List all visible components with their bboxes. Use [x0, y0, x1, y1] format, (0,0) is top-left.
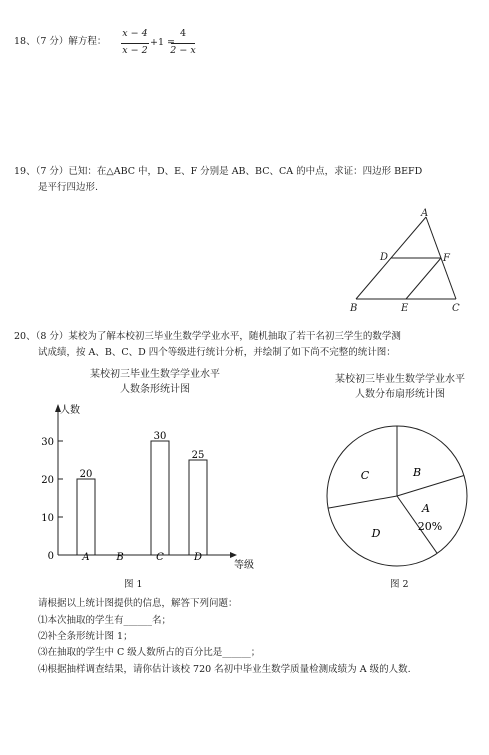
- x-tick-label-d: D: [193, 552, 203, 563]
- x-axis-label: 等级: [234, 560, 254, 571]
- q20-line1: 20、（8 分）某校为了解本校初三毕业生数学学业水平，随机抽取了若干名初三学生的数学测: [14, 331, 401, 342]
- bar-d: [189, 460, 207, 555]
- x-tick-label-c: C: [156, 552, 164, 563]
- x-tick-label-b: B: [116, 552, 124, 563]
- q18-plus-one: +1 =: [150, 37, 175, 48]
- y-tick-label: 0: [47, 551, 54, 562]
- bar-a: [77, 479, 95, 555]
- q20-sub4: ⑷根据抽样调查结果，请你估计该校 720 名初中毕业生数学质量检测成绩为 A 级的人数.: [38, 664, 411, 675]
- y-axis-label: 人数: [60, 405, 80, 416]
- pie-chart: [320, 420, 475, 575]
- pie-label-d: D: [371, 527, 381, 540]
- segment-fe: [406, 258, 441, 299]
- pie-value-a: 20%: [417, 520, 443, 533]
- data-label-d: 25: [191, 450, 205, 461]
- q18-frac2-denominator: 2 − x: [170, 45, 196, 56]
- q20-line2: 试成绩，按 A、B、C、D 四个等级进行统计分析，并绘制了如下尚不完整的统计图：: [38, 347, 396, 358]
- q20-prompt: 请根据以上统计图提供的信息，解答下列问题：: [38, 598, 238, 609]
- y-tick-label: 30: [41, 437, 54, 448]
- label-a: A: [421, 208, 429, 219]
- bar-c: [151, 441, 169, 555]
- pie-label-b: B: [412, 466, 422, 479]
- q18-frac2-numerator: 4: [179, 28, 187, 39]
- q20-sub2: ⑵补全条形统计图 1；: [38, 631, 133, 642]
- data-label-a: 20: [79, 469, 93, 480]
- q19-line1: 19、（7 分）已知：在△ABC 中，D、E、F 分别是 AB、BC、CA 的中点，求证：四边形 BEFD: [14, 166, 423, 177]
- figure-1-caption: 图 1: [124, 579, 143, 590]
- q18-frac1-bar: [121, 43, 149, 44]
- q20-sub3: ⑶在抽取的学生中 C 级人数所占的百分比是______；: [38, 647, 261, 658]
- figure-2-caption: 图 2: [390, 579, 409, 590]
- label-d: D: [380, 252, 389, 263]
- x-tick-label-a: A: [82, 552, 90, 563]
- pie-label-c: C: [360, 469, 370, 482]
- triangle-figure: [340, 205, 470, 320]
- bar-chart-title-1: 某校初三毕业生数学学业水平: [90, 369, 220, 380]
- y-tick-label: 10: [41, 513, 54, 524]
- pie-chart-title-1: 某校初三毕业生数学学业水平: [335, 374, 465, 385]
- q18-frac2-bar: [171, 43, 195, 44]
- x-axis-arrow: [230, 552, 237, 558]
- label-f: F: [443, 253, 450, 264]
- q18-header: 18、（7 分）解方程：: [14, 36, 107, 47]
- q18-frac1-numerator: x − 4: [122, 28, 148, 39]
- bar-chart: [30, 395, 270, 580]
- pie-label-a: A: [422, 502, 430, 515]
- bar-chart-title-2: 人数条形统计图: [120, 384, 190, 395]
- label-e: E: [401, 303, 409, 314]
- q19-line2: 是平行四边形.: [38, 182, 99, 193]
- q18-frac1-denominator: x − 2: [122, 45, 148, 56]
- data-label-c: 30: [153, 431, 167, 442]
- q20-sub1: ⑴本次抽取的学生有______名；: [38, 615, 172, 626]
- label-c: C: [452, 303, 460, 314]
- label-b: B: [350, 303, 358, 314]
- y-tick-label: 20: [41, 475, 54, 486]
- pie-chart-title-2: 人数分布扇形统计图: [355, 389, 445, 400]
